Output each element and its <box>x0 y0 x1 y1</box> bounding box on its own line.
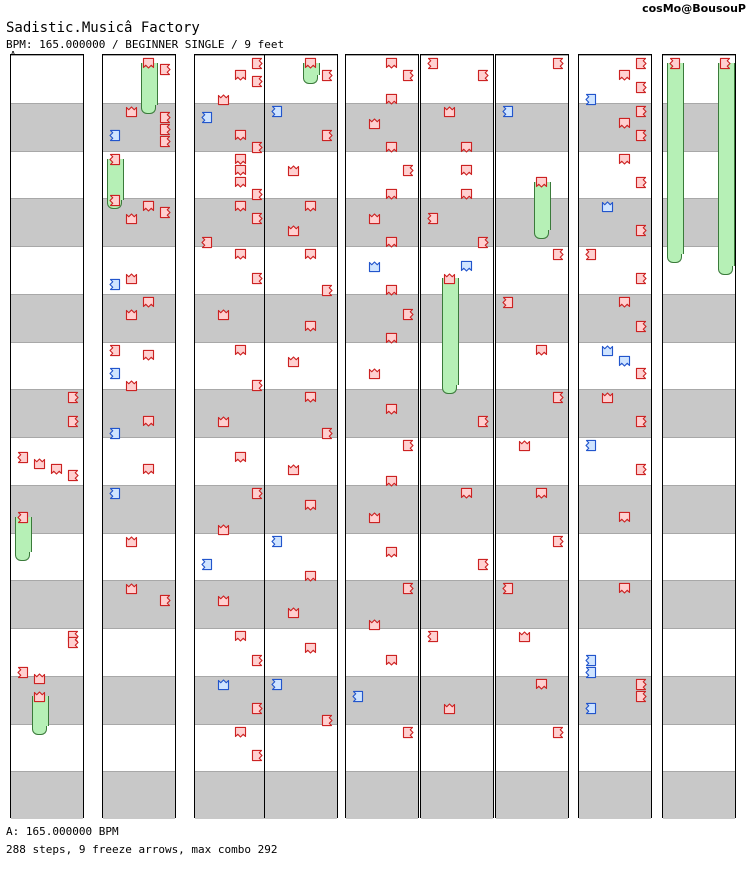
measure-column <box>420 54 494 818</box>
measure-band <box>195 771 267 819</box>
freeze-tail <box>667 254 682 263</box>
measure-band <box>579 103 651 151</box>
measure-line <box>103 55 175 56</box>
beat-grid <box>579 55 651 817</box>
measure-line <box>265 724 337 725</box>
measure-line <box>579 294 651 295</box>
measure-band <box>496 580 568 628</box>
measure-line <box>195 533 267 534</box>
measure-line <box>265 580 337 581</box>
measure-line <box>496 771 568 772</box>
measure-line <box>11 485 83 486</box>
measure-line <box>265 485 337 486</box>
measure-line <box>663 55 735 56</box>
measure-line <box>11 771 83 772</box>
beat-grid <box>265 55 337 817</box>
freeze-body <box>141 63 158 105</box>
measure-line <box>195 628 267 629</box>
measure-line <box>496 389 568 390</box>
measure-band <box>195 485 267 533</box>
measure-band <box>579 580 651 628</box>
measure-line <box>579 724 651 725</box>
measure-band <box>496 771 568 819</box>
measure-band <box>195 103 267 151</box>
measure-column <box>495 54 569 818</box>
measure-line <box>663 628 735 629</box>
freeze-tail <box>141 105 156 114</box>
measure-line <box>346 724 418 725</box>
measure-line <box>663 437 735 438</box>
measure-line <box>496 55 568 56</box>
measure-band <box>579 294 651 342</box>
freeze-body <box>442 278 459 385</box>
measure-line <box>579 103 651 104</box>
freeze-body <box>667 63 684 254</box>
measure-line <box>195 437 267 438</box>
measure-line <box>103 294 175 295</box>
beat-grid <box>496 55 568 817</box>
beat-grid <box>421 55 493 817</box>
chart-info: BPM: 165.000000 / BEGINNER SINGLE / 9 feet <box>6 38 285 51</box>
measure-band <box>579 389 651 437</box>
measure-band <box>421 389 493 437</box>
measure-line <box>579 676 651 677</box>
freeze-body <box>15 517 32 553</box>
measure-line <box>663 342 735 343</box>
measure-band <box>421 580 493 628</box>
measure-line <box>195 294 267 295</box>
measure-band <box>663 485 735 533</box>
measure-band <box>103 485 175 533</box>
measure-line <box>421 580 493 581</box>
measure-line <box>265 294 337 295</box>
measure-band <box>265 294 337 342</box>
measure-band <box>346 485 418 533</box>
measure-band <box>103 103 175 151</box>
measure-band <box>11 294 83 342</box>
measure-band <box>579 771 651 819</box>
measure-band <box>421 771 493 819</box>
measure-line <box>663 485 735 486</box>
measure-line <box>11 246 83 247</box>
measure-line <box>496 628 568 629</box>
measure-line <box>103 533 175 534</box>
measure-line <box>195 198 267 199</box>
measure-column <box>194 54 268 818</box>
measure-line <box>103 724 175 725</box>
measure-band <box>346 294 418 342</box>
measure-line <box>195 676 267 677</box>
measure-band <box>579 676 651 724</box>
measure-line <box>195 246 267 247</box>
measure-band <box>346 389 418 437</box>
measure-line <box>265 103 337 104</box>
measure-line <box>346 342 418 343</box>
measure-line <box>421 771 493 772</box>
measure-line <box>265 55 337 56</box>
measure-band <box>265 198 337 246</box>
freeze-body <box>534 182 551 230</box>
measure-band <box>195 198 267 246</box>
measure-line <box>579 246 651 247</box>
measure-line <box>11 437 83 438</box>
measure-band <box>421 676 493 724</box>
measure-line <box>579 628 651 629</box>
measure-line <box>663 389 735 390</box>
measure-column <box>345 54 419 818</box>
measure-line <box>579 389 651 390</box>
measure-line <box>579 151 651 152</box>
beat-grid <box>195 55 267 817</box>
measure-band <box>103 771 175 819</box>
measure-line <box>346 580 418 581</box>
measure-line <box>496 485 568 486</box>
freeze-tail <box>303 75 318 84</box>
measure-band <box>265 771 337 819</box>
measure-line <box>346 294 418 295</box>
measure-line <box>421 246 493 247</box>
measure-line <box>421 485 493 486</box>
measure-band <box>579 198 651 246</box>
measure-line <box>421 389 493 390</box>
measure-band <box>195 580 267 628</box>
measure-band <box>421 198 493 246</box>
measure-line <box>195 485 267 486</box>
measure-line <box>346 389 418 390</box>
measure-band <box>346 771 418 819</box>
measure-line <box>265 389 337 390</box>
measure-line <box>496 151 568 152</box>
measure-band <box>496 103 568 151</box>
measure-line <box>265 342 337 343</box>
bpm-footer: A: 165.000000 BPM <box>6 825 119 838</box>
measure-line <box>421 198 493 199</box>
measure-line <box>663 533 735 534</box>
measure-line <box>663 580 735 581</box>
measure-band <box>103 676 175 724</box>
measure-band <box>11 389 83 437</box>
measure-band <box>265 103 337 151</box>
measure-line <box>103 342 175 343</box>
measure-line <box>11 580 83 581</box>
measure-line <box>103 389 175 390</box>
measure-line <box>265 771 337 772</box>
measure-line <box>346 533 418 534</box>
measure-band <box>421 103 493 151</box>
measure-line <box>346 771 418 772</box>
measure-line <box>496 676 568 677</box>
measure-line <box>11 389 83 390</box>
measure-line <box>346 151 418 152</box>
measure-column <box>662 54 736 818</box>
measure-band <box>11 771 83 819</box>
measure-line <box>496 437 568 438</box>
measure-line <box>195 389 267 390</box>
measure-column <box>10 54 84 818</box>
freeze-body <box>303 63 320 75</box>
measure-line <box>579 342 651 343</box>
measure-line <box>496 580 568 581</box>
measure-line <box>421 628 493 629</box>
measure-band <box>11 580 83 628</box>
measure-line <box>11 342 83 343</box>
measure-band <box>265 485 337 533</box>
measure-band <box>663 771 735 819</box>
measure-line <box>421 676 493 677</box>
measure-band <box>663 676 735 724</box>
measure-line <box>579 437 651 438</box>
measure-line <box>496 246 568 247</box>
measure-band <box>11 103 83 151</box>
measure-band <box>346 580 418 628</box>
measure-line <box>103 437 175 438</box>
measure-band <box>663 389 735 437</box>
measure-line <box>346 628 418 629</box>
measure-line <box>421 151 493 152</box>
measure-line <box>195 103 267 104</box>
measure-line <box>265 198 337 199</box>
measure-line <box>421 533 493 534</box>
measure-line <box>496 103 568 104</box>
measure-column <box>578 54 652 818</box>
measure-band <box>663 294 735 342</box>
measure-band <box>195 294 267 342</box>
measure-line <box>265 533 337 534</box>
measure-line <box>195 342 267 343</box>
stats-footer: 288 steps, 9 freeze arrows, max combo 292 <box>6 843 278 856</box>
measure-line <box>265 628 337 629</box>
measure-line <box>421 437 493 438</box>
measure-line <box>421 724 493 725</box>
measure-line <box>265 676 337 677</box>
measure-line <box>346 437 418 438</box>
measure-line <box>195 724 267 725</box>
measure-band <box>663 580 735 628</box>
freeze-tail <box>32 726 47 735</box>
measure-line <box>663 724 735 725</box>
measure-line <box>496 533 568 534</box>
measure-line <box>663 771 735 772</box>
measure-line <box>195 771 267 772</box>
measure-band <box>265 389 337 437</box>
credit-label: cosMo@BousouP <box>642 2 746 15</box>
stepchart-board <box>0 54 752 822</box>
measure-band <box>496 198 568 246</box>
measure-line <box>265 246 337 247</box>
measure-line <box>663 294 735 295</box>
measure-band <box>496 485 568 533</box>
measure-line <box>103 628 175 629</box>
measure-line <box>346 676 418 677</box>
measure-line <box>663 676 735 677</box>
measure-line <box>579 771 651 772</box>
measure-band <box>496 389 568 437</box>
measure-line <box>496 198 568 199</box>
measure-line <box>103 485 175 486</box>
song-title: Sadistic.Musicâ Factory <box>6 20 200 36</box>
measure-line <box>103 676 175 677</box>
measure-band <box>346 676 418 724</box>
measure-line <box>496 724 568 725</box>
measure-line <box>346 103 418 104</box>
measure-line <box>421 103 493 104</box>
measure-band <box>265 676 337 724</box>
measure-band <box>103 389 175 437</box>
measure-line <box>579 55 651 56</box>
measure-band <box>265 580 337 628</box>
measure-line <box>195 580 267 581</box>
measure-band <box>496 676 568 724</box>
measure-line <box>421 55 493 56</box>
measure-line <box>103 103 175 104</box>
measure-line <box>11 103 83 104</box>
measure-line <box>346 198 418 199</box>
measure-line <box>346 55 418 56</box>
measure-band <box>421 485 493 533</box>
measure-line <box>496 294 568 295</box>
measure-line <box>11 294 83 295</box>
measure-line <box>11 198 83 199</box>
measure-line <box>11 676 83 677</box>
measure-line <box>346 246 418 247</box>
measure-line <box>265 151 337 152</box>
measure-line <box>496 342 568 343</box>
measure-line <box>103 151 175 152</box>
measure-band <box>103 580 175 628</box>
measure-line <box>103 580 175 581</box>
freeze-tail <box>718 266 733 275</box>
freeze-body <box>718 63 735 266</box>
measure-line <box>265 437 337 438</box>
measure-band <box>346 198 418 246</box>
measure-band <box>496 294 568 342</box>
measure-column <box>264 54 338 818</box>
measure-band <box>579 485 651 533</box>
measure-band <box>195 676 267 724</box>
measure-band <box>103 294 175 342</box>
measure-line <box>11 55 83 56</box>
freeze-body <box>32 696 49 726</box>
beat-grid <box>346 55 418 817</box>
measure-line <box>103 246 175 247</box>
measure-line <box>579 485 651 486</box>
measure-band <box>195 389 267 437</box>
measure-line <box>103 771 175 772</box>
measure-line <box>195 151 267 152</box>
measure-line <box>346 485 418 486</box>
measure-band <box>346 103 418 151</box>
measure-column <box>102 54 176 818</box>
freeze-body <box>107 159 124 201</box>
measure-line <box>11 151 83 152</box>
measure-line <box>579 198 651 199</box>
measure-line <box>579 533 651 534</box>
measure-line <box>579 580 651 581</box>
measure-band <box>11 198 83 246</box>
measure-line <box>195 55 267 56</box>
measure-line <box>11 628 83 629</box>
